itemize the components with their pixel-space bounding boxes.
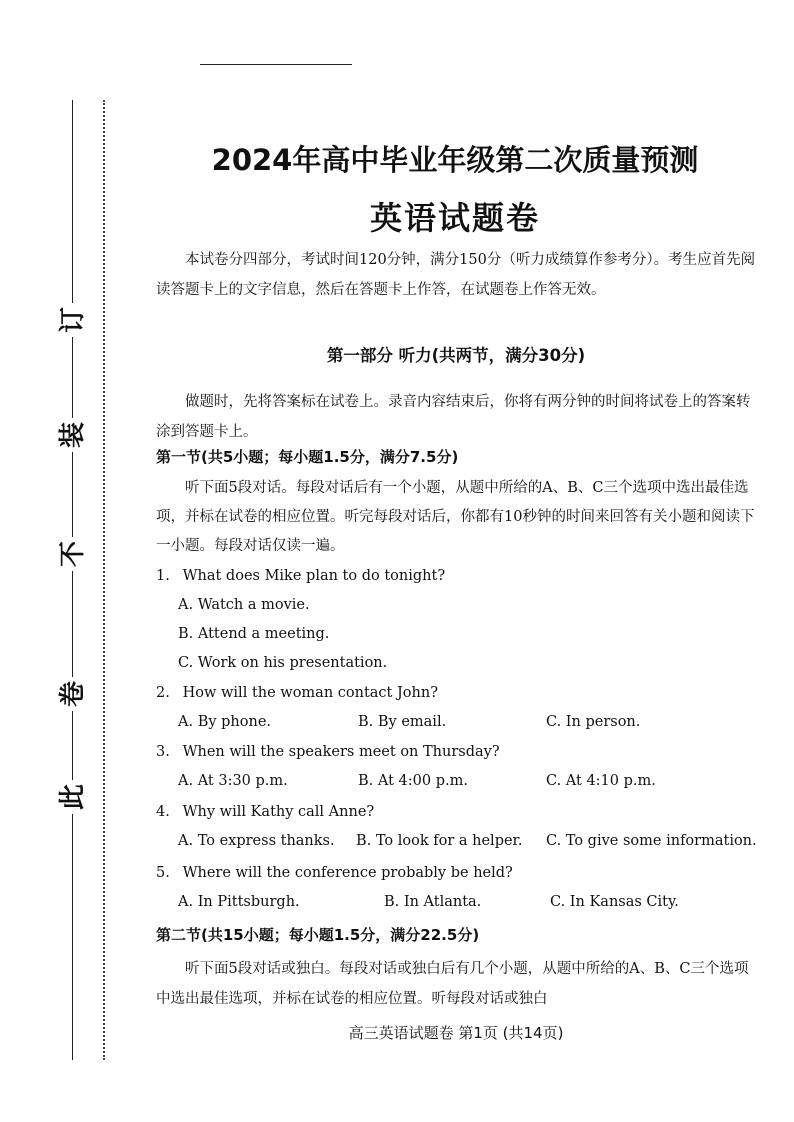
- option-b: B. To look for a helper.: [356, 833, 523, 849]
- question-number: 3.: [156, 744, 170, 760]
- question-text: When will the speakers meet on Thursday?: [182, 744, 500, 760]
- top-rule: [200, 64, 352, 65]
- exam-subtitle: 英语试题卷: [369, 199, 540, 237]
- question-1: [156, 568, 766, 584]
- option-c: C. To give some information.: [546, 833, 757, 849]
- question-number: 5.: [156, 865, 170, 881]
- page-footer: 高三英语试题卷 第1页 (共14页): [348, 1024, 564, 1042]
- part1-title: 第一部分 听力(共两节，满分30分): [326, 346, 586, 365]
- binding-char-juan: 卷: [56, 677, 90, 711]
- question-number: 1.: [156, 568, 170, 584]
- part1-note: 做题时，先将答案标在试卷上。录音内容结束后，你将有两分钟的时间将试卷上的答案转涂到答题卡上。: [156, 394, 751, 440]
- option-c: C. In Kansas City.: [550, 894, 679, 910]
- section2-description: 听下面5段对话或独白。每段对话或独白后有几个小题，从题中所给的A、B、C三个选项中选出最佳选项，并标在试卷的相应位置。听每段对话或独白: [156, 961, 749, 1007]
- option-b: B. By email.: [358, 714, 447, 730]
- question-5: [156, 865, 766, 881]
- question-3: [156, 744, 766, 760]
- question-text: What does Mike plan to do tonight?: [182, 568, 446, 584]
- option-a: A. By phone.: [178, 714, 272, 730]
- option-a: A. In Pittsburgh.: [178, 894, 300, 910]
- question-text: How will the woman contact John?: [182, 685, 438, 701]
- option-b: B. At 4:00 p.m.: [358, 773, 468, 789]
- option-c: C. At 4:10 p.m.: [546, 773, 656, 789]
- binding-dotted-line: [103, 100, 105, 1060]
- binding-char-zhuang: 装: [56, 418, 90, 452]
- section1-description: 听下面5段对话。每段对话后有一个小题，从题中所给的A、B、C三个选项中选出最佳选项，并标在试卷的相应位置。听完每段对话后，你都有10秒钟的时间来回答有关小题和阅读下一小题。每段对话仅读一遍。: [156, 480, 755, 554]
- binding-char-ci: 此: [56, 780, 90, 814]
- binding-line: [72, 100, 73, 1060]
- option-b: B. In Atlanta.: [384, 894, 482, 910]
- exam-title: 2024年高中毕业年级第二次质量预测: [211, 143, 699, 177]
- question-number: 2.: [156, 685, 170, 701]
- section2-title: 第二节(共15小题；每小题1.5分，满分22.5分): [156, 926, 480, 944]
- question-4: [156, 804, 766, 820]
- question-number: 4.: [156, 804, 170, 820]
- option-a: A. At 3:30 p.m.: [178, 773, 288, 789]
- binding-char-bu: 不: [56, 537, 90, 571]
- exam-instructions: 本试卷分四部分，考试时间120分钟，满分150分（听力成绩算作参考分）。考生应首先阅读答题卡上的文字信息，然后在答题卡上作答，在试题卷上作答无效。: [156, 252, 756, 298]
- question-text: Where will the conference probably be held?: [182, 865, 513, 881]
- option-a: A. To express thanks.: [178, 833, 335, 849]
- question-2: [156, 685, 766, 701]
- section1-title: 第一节(共5小题；每小题1.5分，满分7.5分): [156, 448, 459, 466]
- question-text: Why will Kathy call Anne?: [182, 804, 375, 820]
- option-c: C. In person.: [546, 714, 641, 730]
- binding-char-ding: 订: [56, 303, 90, 337]
